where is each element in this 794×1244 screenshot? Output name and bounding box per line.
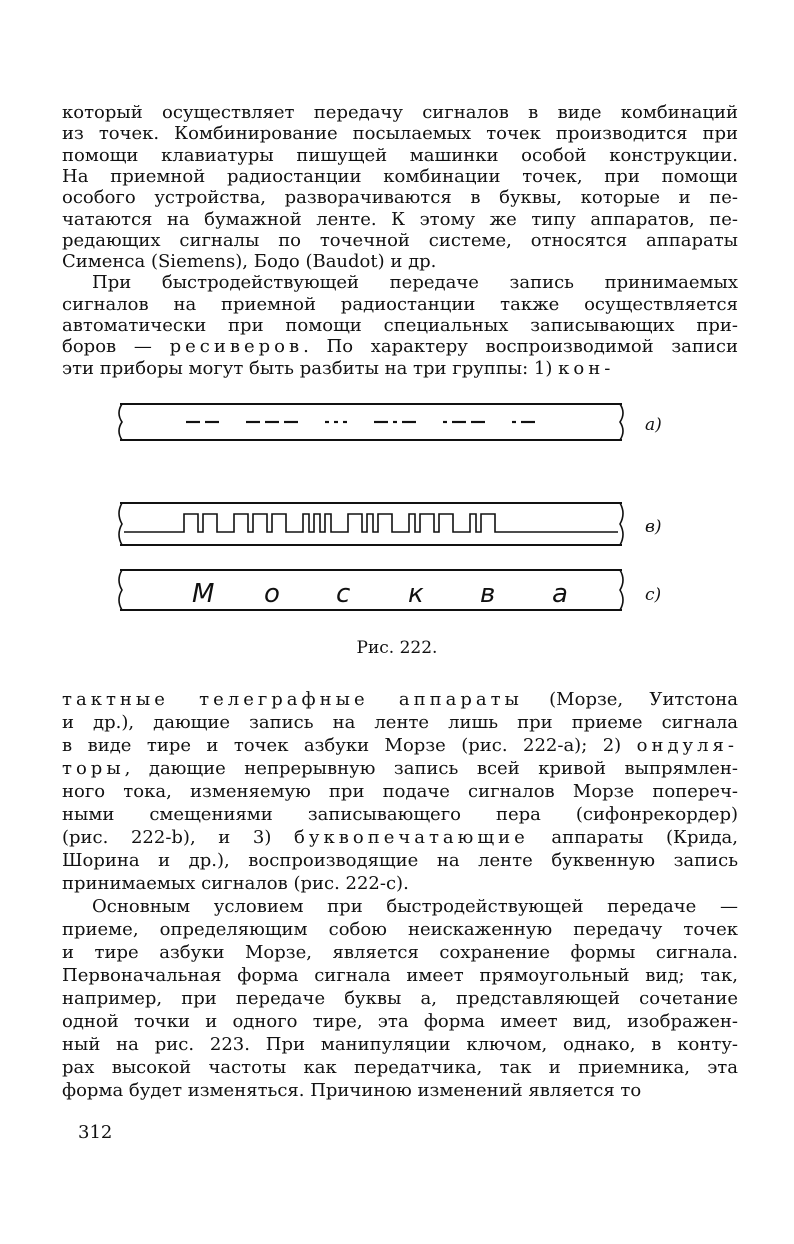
printed-letter: в bbox=[480, 579, 496, 609]
figure-label: a) bbox=[645, 415, 662, 435]
text-line bbox=[62, 942, 738, 964]
text-segment: автоматически при помощи специальных записывающих при- bbox=[62, 315, 738, 336]
spaced-term: ресиверов bbox=[169, 336, 304, 358]
text-segment: в виде тире и точек азбуки Морзе (рис. 222-а); 2) bbox=[62, 735, 637, 756]
text-line bbox=[62, 358, 738, 380]
text-line bbox=[62, 1080, 738, 1102]
text-segment: и тире азбуки Морзе, является сохранение формы сигнала. bbox=[62, 942, 738, 963]
text-segment: , дающие непрерывную запись всей кривой выпрямлен- bbox=[124, 758, 738, 779]
printed-letter: с bbox=[336, 579, 351, 609]
text-line bbox=[62, 1034, 738, 1056]
page-number: 312 bbox=[78, 1122, 113, 1143]
text-line bbox=[62, 850, 738, 872]
tape-b-edges bbox=[120, 503, 622, 545]
text-line bbox=[62, 123, 738, 145]
text-line bbox=[62, 294, 738, 316]
text-segment: На приемной радиостанции комбинации точек, при помощи bbox=[62, 165, 738, 187]
text-segment: При быстродействующей передаче запись принимаемых bbox=[92, 272, 738, 294]
figure-label: c) bbox=[645, 585, 662, 605]
text-segment: например, при передаче буквы а, представляющей сочетание bbox=[62, 988, 738, 1009]
text-segment: из точек. Комбинирование посылаемых точек производится при bbox=[62, 123, 738, 145]
printed-letter: о bbox=[264, 579, 280, 609]
tape-a-right-tear bbox=[620, 404, 623, 440]
text-segment: (Морзе, Уитстона bbox=[522, 689, 738, 710]
text-segment: редающих сигналы по точечной системе, относятся аппараты bbox=[62, 229, 738, 251]
text-line bbox=[62, 1011, 738, 1033]
text-segment: . По характеру воспроизводимой записи bbox=[303, 336, 738, 358]
text-segment: и др.), дающие запись на ленте лишь при приеме сигнала bbox=[62, 712, 738, 733]
printed-letter: М bbox=[192, 579, 215, 609]
text-segment: форма будет изменяться. Причиною изменений является то bbox=[62, 1080, 642, 1101]
text-line bbox=[62, 965, 738, 987]
text-segment: помощи клавиатуры пишущей машинки особой конструкции. bbox=[62, 144, 738, 166]
text-line bbox=[62, 735, 738, 757]
text-segment: Шорина и др.), воспроизводящие на ленте буквенную запись bbox=[62, 850, 738, 871]
text-line bbox=[62, 230, 738, 252]
text-line bbox=[62, 102, 738, 124]
spaced-term: тактные телеграфные аппараты bbox=[62, 689, 523, 710]
text-segment: чатаются на бумажной ленте. К этому же типу аппаратов, пе- bbox=[62, 208, 738, 230]
text-segment: приеме, определяющим собою неискаженную передачу точек bbox=[62, 919, 738, 940]
text-segment: Сименса (Siemens), Бодо (Baudot) и др. bbox=[62, 251, 437, 273]
text-segment: ного тока, изменяемую при подаче сигналов Морзе попереч- bbox=[62, 781, 738, 802]
text-line bbox=[62, 187, 738, 209]
figure-222 bbox=[100, 390, 700, 630]
tape-c-left-tear bbox=[119, 570, 122, 610]
text-line bbox=[62, 251, 738, 273]
text-line bbox=[62, 804, 738, 826]
text-line bbox=[92, 272, 738, 294]
text-line bbox=[62, 781, 738, 803]
undulator-wave bbox=[124, 514, 618, 532]
text-line bbox=[62, 315, 738, 337]
spaced-term: торы bbox=[62, 758, 125, 779]
text-line bbox=[62, 209, 738, 231]
tape-b-right-tear bbox=[620, 503, 623, 545]
text-segment: (рис. 222-b), и 3) bbox=[62, 827, 295, 848]
tape-a-left-tear bbox=[119, 404, 122, 440]
text-segment: ными смещениями записывающего пера (сифонрекордер) bbox=[62, 804, 738, 825]
text-line bbox=[62, 712, 738, 734]
tape-b-left-tear bbox=[119, 503, 122, 545]
printed-letter: а bbox=[552, 579, 568, 609]
text-line bbox=[62, 336, 738, 358]
text-segment: рах высокой частоты как передатчика, так и приемника, эта bbox=[62, 1057, 738, 1078]
text-line bbox=[62, 919, 738, 941]
text-line bbox=[62, 166, 738, 188]
text-line bbox=[62, 988, 738, 1010]
spaced-term: ондуля- bbox=[636, 735, 738, 756]
text-segment: принимаемых сигналов (рис. 222-с). bbox=[62, 873, 409, 894]
text-segment: боров — bbox=[62, 336, 170, 358]
figure-caption: Рис. 222. bbox=[356, 638, 438, 658]
figure-label: в) bbox=[645, 517, 662, 537]
text-segment: эти приборы могут быть разбиты на три группы: 1) bbox=[62, 357, 559, 379]
spaced-term: буквопечатающие bbox=[294, 827, 529, 848]
text-segment: аппараты (Крида, bbox=[528, 827, 738, 848]
tape-c-right-tear bbox=[620, 570, 623, 610]
text-line bbox=[62, 827, 738, 849]
text-line bbox=[62, 689, 738, 711]
text-line bbox=[62, 1057, 738, 1079]
text-segment: который осуществляет передачу сигналов в виде комбинаций bbox=[62, 102, 738, 123]
text-segment: одной точки и одного тире, эта форма имеет вид, изображен- bbox=[62, 1011, 738, 1032]
printed-letter: к bbox=[408, 579, 424, 609]
text-segment: Основным условием при быстродействующей передаче — bbox=[92, 896, 738, 917]
text-segment: особого устройства, разворачиваются в буквы, которые и пе- bbox=[62, 187, 738, 209]
spaced-term: кон- bbox=[558, 357, 615, 379]
text-line bbox=[62, 145, 738, 167]
text-segment: Первоначальная форма сигнала имеет прямоугольный вид; так, bbox=[62, 965, 738, 986]
text-segment: ный на рис. 223. При манипуляции ключом, однако, в конту- bbox=[62, 1034, 738, 1055]
text-line bbox=[92, 896, 738, 918]
text-line bbox=[62, 873, 738, 895]
text-segment: сигналов на приемной радиостанции также осуществляется bbox=[62, 293, 738, 315]
text-line bbox=[62, 758, 738, 780]
